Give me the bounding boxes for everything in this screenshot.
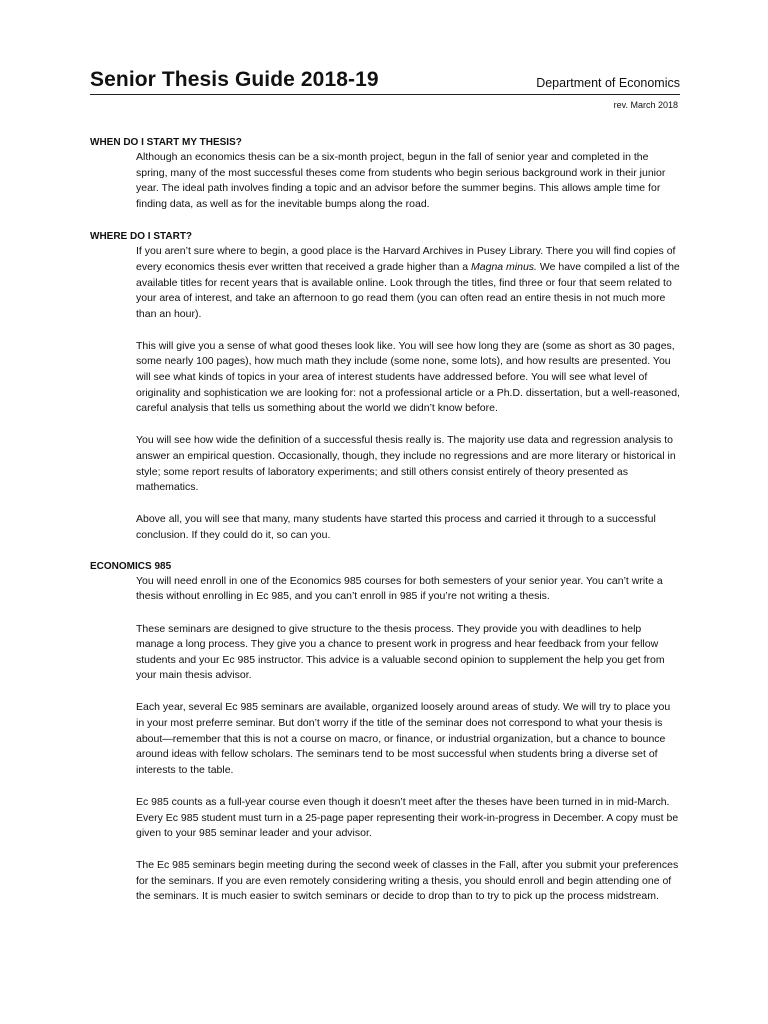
section-economics-985 bbox=[90, 560, 680, 905]
paragraph: Each year, several Ec 985 seminars are available, organized loosely around areas of study. We will try to place you in your most preferre seminar. But don’t worry if the title of the seminar does not correspond to what your thesis is about—remember that this is not a course on macro, or finance, or industrial organization, but a chance to bounce around ideas with fellow scholars. The seminars tend to be most successful when students bring a diverse set of interests to the table. bbox=[136, 701, 671, 776]
paragraph: Ec 985 counts as a full-year course even though it doesn’t meet after the theses have been turned in in mid-March. Every Ec 985 student must turn in a 25-page paper representing their work-in-progress in December. A copy must be given to your 985 seminar leader and your advisor. bbox=[136, 795, 679, 840]
document-body bbox=[90, 136, 680, 921]
document-title: Senior Thesis Guide 2018-19 bbox=[90, 68, 379, 91]
revision-date: rev. March 2018 bbox=[613, 100, 678, 110]
section-when-to-start bbox=[90, 136, 680, 212]
paragraph: Although an economics thesis can be a six-month project, begun in the fall of senior year and completed in the spring, many of the most successful theses come from students who begin serious background work in their junior year. The ideal path involves finding a topic and an advisor before the summer begins. This allows ample time for finding data, as well as for the inevitable bumps along the road. bbox=[136, 151, 666, 210]
department-name: Department of Economics bbox=[536, 76, 680, 90]
section-where-to-start bbox=[90, 230, 680, 543]
paragraph-text: If you aren’t sure where to begin, a good place is the Harvard Archives in Pusey Library. There you will find copies of every economics thesis ever written that received a grade higher than a bbox=[136, 245, 676, 273]
paragraph: The Ec 985 seminars begin meeting during the second week of classes in the Fall, after you submit your preferences for the seminars. If you are even remotely considering writing a thesis, you should enroll and begin attending one of the seminars. It is much easier to switch seminars or decide to drop than to try to pick up the process midstream. bbox=[136, 859, 679, 903]
section-heading: WHEN DO I START MY THESIS? bbox=[90, 137, 242, 148]
document-header bbox=[90, 68, 680, 95]
paragraph: Above all, you will see that many, many students have started this process and carried it through to a successful conclusion. If they could do it, so can you. bbox=[136, 513, 656, 541]
paragraph: You will see how wide the definition of a successful thesis really is. The majority use data and regression analysis to answer an empirical question. Occasionally, though, they include no regressions and are more literary or historical in style; some report results of laboratory experiments; and still others consist entirely of theory presented as mathematics. bbox=[136, 434, 676, 494]
paragraph: These seminars are designed to give structure to the thesis process. They provide you with deadlines to help manage a long process. They give you a chance to present work in progress and hear feedback from your fellow students and your Ec 985 instructor. This advice is a valuable second opinion to supplement the help you get from your main thesis advisor. bbox=[136, 622, 665, 682]
section-heading: ECONOMICS 985 bbox=[90, 560, 172, 572]
paragraph: You will need enroll in one of the Economics 985 courses for both semesters of your senior year. You can’t write a thesis without enrolling in Ec 985, and you can’t enroll in 985 if you’re not writing a thesis. bbox=[136, 574, 663, 603]
section-heading: WHERE DO I START? bbox=[90, 231, 193, 243]
paragraph bbox=[136, 244, 680, 322]
paragraph: This will give you a sense of what good theses look like. You will see how long they are (some as short as 30 pages, some nearly 100 pages), how much math they include (some none, some lots), and how results are presented. You will see what kinds of topics in your area of interest students have addressed before. You will see what level of originality and sophistication we are looking for: not a professional article or a Ph.D. dissertation, but a well-reasoned, careful analysis that tells us something about the world we didn’t know before. bbox=[136, 339, 680, 415]
paragraph-text: We have compiled a list of the available titles for recent years that is available online. Look through the titles, find three or four that seem related to your area of interest, and take an afternoon to go read them (you can often read an entire thesis in not much more than an hour). bbox=[136, 260, 680, 320]
emphasized-text: Magna minus. bbox=[471, 260, 537, 273]
